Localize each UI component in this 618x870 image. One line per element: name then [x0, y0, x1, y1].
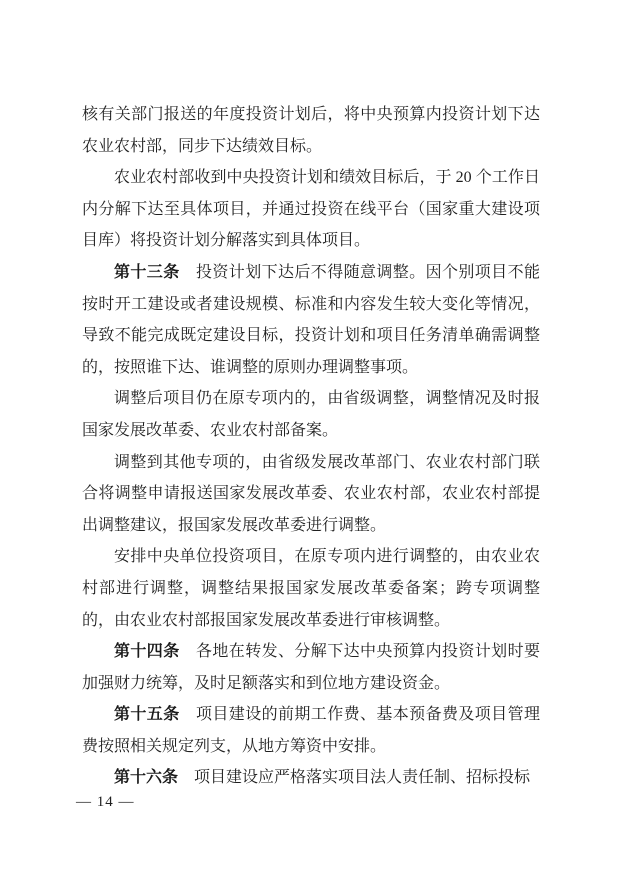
article-number: 第十六条 [114, 769, 195, 787]
paragraph: 安排中央单位投资项目，在原专项内进行调整的，由农业农村部进行调整，调整结果报国家发展改革委备案；跨专项调整的，由农业农村部报国家发展改革委进行审核调整。 [82, 548, 540, 629]
paragraph: 第十四条 各地在转发、分解下达中央预算内投资计划时要加强财力统筹，及时足额落实和到位地方建设资金。 [82, 643, 540, 692]
article-number: 第十四条 [114, 643, 196, 661]
paragraph: 第十六条 项目建设应严格落实项目法人责任制、招标投标 [114, 769, 531, 787]
document-body [82, 99, 540, 794]
paragraph: 调整到其他专项的，由省级发展改革部门、农业农村部门联合将调整申请报送国家发展改革委、农业农村部，农业农村部提出调整建议，报国家发展改革委进行调整。 [82, 453, 540, 534]
article-number: 第十五条 [114, 706, 196, 724]
paragraph: 农业农村部收到中央投资计划和绩效目标后，于 20 个工作日内分解下达至具体项目，并通过投资在线平台（国家重大建设项目库）将投资计划分解落实到具体项目。 [82, 169, 540, 250]
paragraph: 核有关部门报送的年度投资计划后，将中央预算内投资计划下达农业农村部，同步下达绩效目标。 [82, 106, 540, 155]
article-number: 第十三条 [114, 263, 196, 281]
paragraph: 调整后项目仍在原专项内的，由省级调整，调整情况及时报国家发展改革委、农业农村部备案。 [82, 390, 540, 439]
page-number: — 14 — [76, 794, 135, 810]
paragraph: 第十五条 项目建设的前期工作费、基本预备费及项目管理费按照相关规定列支，从地方筹资中安排。 [82, 706, 540, 755]
paragraph: 第十三条 投资计划下达后不得随意调整。因个别项目不能按时开工建设或者建设规模、标准和内容发生较大变化等情况，导致不能完成既定建设目标，投资计划和项目任务清单确需调整的，按照谁下达、谁调整的原则办理调整事项。 [82, 263, 540, 376]
